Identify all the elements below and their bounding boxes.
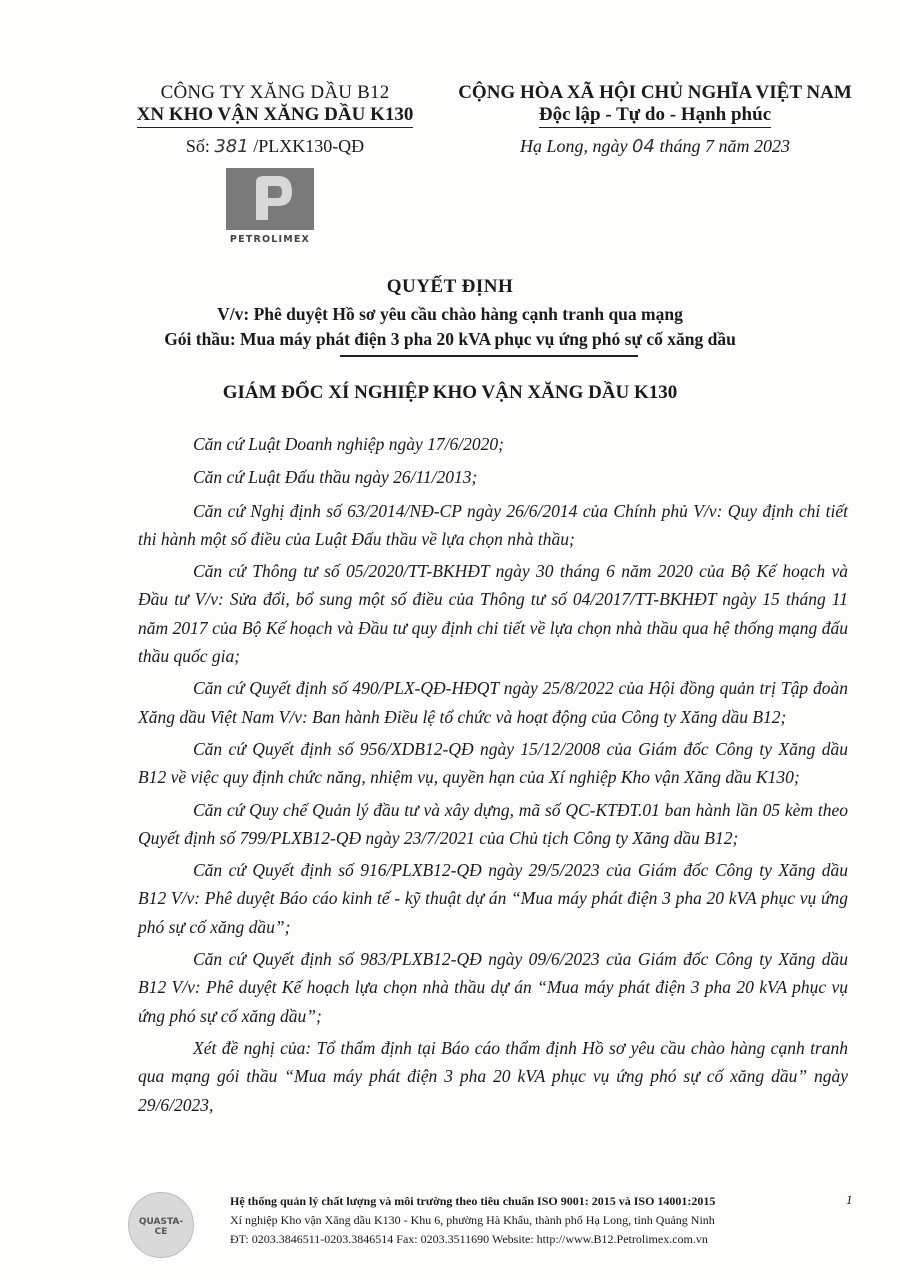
page-number: 1 xyxy=(846,1192,853,1207)
unit-name: XN KHO VẬN XĂNG DẦU K130 xyxy=(137,104,414,128)
company-name: CÔNG TY XĂNG DẦU B12 xyxy=(160,82,390,103)
national-header xyxy=(440,82,870,157)
legal-bases xyxy=(138,430,848,1123)
footer-contact-line: ĐT: 0203.3846511-0203.3846514 Fax: 0203.3511690 Website: http://www.B12.Petrolimex.com.vn xyxy=(230,1232,708,1246)
national-motto: Độc lập - Tự do - Hạnh phúc xyxy=(539,104,771,128)
basis-paragraph: Căn cứ Quyết định số 983/PLXB12-QĐ ngày 09/6/2023 của Giám đốc Công ty Xăng dầu B12 V/v: Phê duyệt Kế hoạch lựa chọn nhà thầu dự án “Mua máy phát điện 3 pha 20 kVA phục vụ ứng phó sự cố xăng dầu”; xyxy=(138,949,848,1026)
basis-paragraph: Căn cứ Luật Doanh nghiệp ngày 17/6/2020; xyxy=(193,434,504,454)
basis-paragraph: Căn cứ Nghị định số 63/2014/NĐ-CP ngày 26/6/2014 của Chính phủ V/v: Quy định chi tiết thi hành một số điều của Luật Đấu thầu về lựa chọn nhà thầu; xyxy=(138,500,848,549)
basis-paragraph: Căn cứ Luật Đấu thầu ngày 26/11/2013; xyxy=(193,467,478,488)
doc-no-prefix: Số: xyxy=(185,136,210,156)
date-prefix: Hạ Long, ngày xyxy=(520,136,628,156)
basis-paragraph: Căn cứ Quyết định số 490/PLX-QĐ-HĐQT ngày 25/8/2022 của Hội đồng quản trị Tập đoàn Xăng dầu Việt Nam V/v: Ban hành Điều lệ tổ chức và hoạt động của Công ty Xăng dầu B12; xyxy=(138,678,848,727)
page-footer xyxy=(230,1192,830,1249)
basis-paragraph: Căn cứ Quy chế Quản lý đầu tư và xây dựng, mã số QC-KTĐT.01 ban hành lần 05 kèm theo Quyết định số 799/PLXB12-QĐ ngày 23/7/2021 của Chủ tịch Công ty Xăng dầu B12; xyxy=(138,799,848,848)
issuer-block xyxy=(110,82,440,157)
bid-package: Gói thầu: Mua máy phát điện 3 pha 20 kVA phục vụ ứng phó sự cố xăng dầu xyxy=(164,329,736,349)
proposal-paragraph: Xét đề nghị của: Tổ thẩm định tại Báo cáo thẩm định Hồ sơ yêu cầu chào hàng cạnh tranh qua mạng gói thầu “Mua máy phát điện 3 pha 20 kVA phục vụ ứng phó sự cố xăng dầu” ngày 29/6/2023, xyxy=(138,1037,848,1115)
republic-title: CỘNG HÒA XÃ HỘI CHỦ NGHĨA VIỆT NAM xyxy=(458,82,852,103)
certification-logo-text: QUASTA-CE xyxy=(138,1217,184,1237)
basis-paragraph: Căn cứ Quyết định số 956/XDB12-QĐ ngày 15/12/2008 của Giám đốc Công ty Xăng dầu B12 về việc quy định chức năng, nhiệm vụ, quyền hạn của Xí nghiệp Kho vận Xăng dầu K130; xyxy=(138,738,848,788)
director-heading: GIÁM ĐỐC XÍ NGHIỆP KHO VẬN XĂNG DẦU K130 xyxy=(222,382,678,403)
petrolimex-logo-icon xyxy=(226,168,314,230)
decision-title: QUYẾT ĐỊNH xyxy=(386,276,514,297)
quasta-certification-logo xyxy=(128,1192,194,1258)
petrolimex-logo xyxy=(216,168,324,245)
date-suffix: tháng 7 năm 2023 xyxy=(659,136,790,156)
decision-title-block xyxy=(60,276,840,350)
basis-paragraph: Căn cứ Thông tư số 05/2020/TT-BKHĐT ngày 30 tháng 6 năm 2020 của Bộ Kế hoạch và Đầu tư V/v: Sửa đổi, bổ sung một số điều của Thông tư số 04/2017/TT-BKHĐT ngày 15 tháng 11 năm 2017 của Bộ Kế hoạch và Đầu tư quy định chi tiết về lựa chọn nhà thầu qua hệ thống mạng đấu thầu quốc gia; xyxy=(138,561,848,667)
doc-no-suffix: /PLXK130-QĐ xyxy=(253,136,365,156)
document-number xyxy=(110,136,440,157)
basis-paragraph: Căn cứ Quyết định số 916/PLXB12-QĐ ngày 29/5/2023 của Giám đốc Công ty Xăng dầu B12 V/v: Phê duyệt Báo cáo kinh tế - kỹ thuật dự án “Mua máy phát điện 3 pha 20 kVA phục vụ ứng phó sự cố xăng dầu”; xyxy=(138,860,848,937)
decision-subject: V/v: Phê duyệt Hồ sơ yêu cầu chào hàng cạnh tranh qua mạng xyxy=(217,304,683,324)
issue-date xyxy=(440,136,870,157)
date-day-handwritten: 04 xyxy=(632,136,655,157)
footer-iso-line: Hệ thống quản lý chất lượng và môi trường theo tiêu chuẩn ISO 9001: 2015 và ISO 14001:2015 xyxy=(230,1194,716,1208)
footer-address-line: Xí nghiệp Kho vận Xăng dầu K130 - Khu 6, phường Hà Khẩu, thành phố Hạ Long, tỉnh Quảng Ninh xyxy=(230,1213,715,1227)
logo-wordmark: PETROLIMEX xyxy=(229,234,311,245)
title-underline xyxy=(340,355,638,357)
doc-no-handwritten: 381 xyxy=(214,136,249,157)
